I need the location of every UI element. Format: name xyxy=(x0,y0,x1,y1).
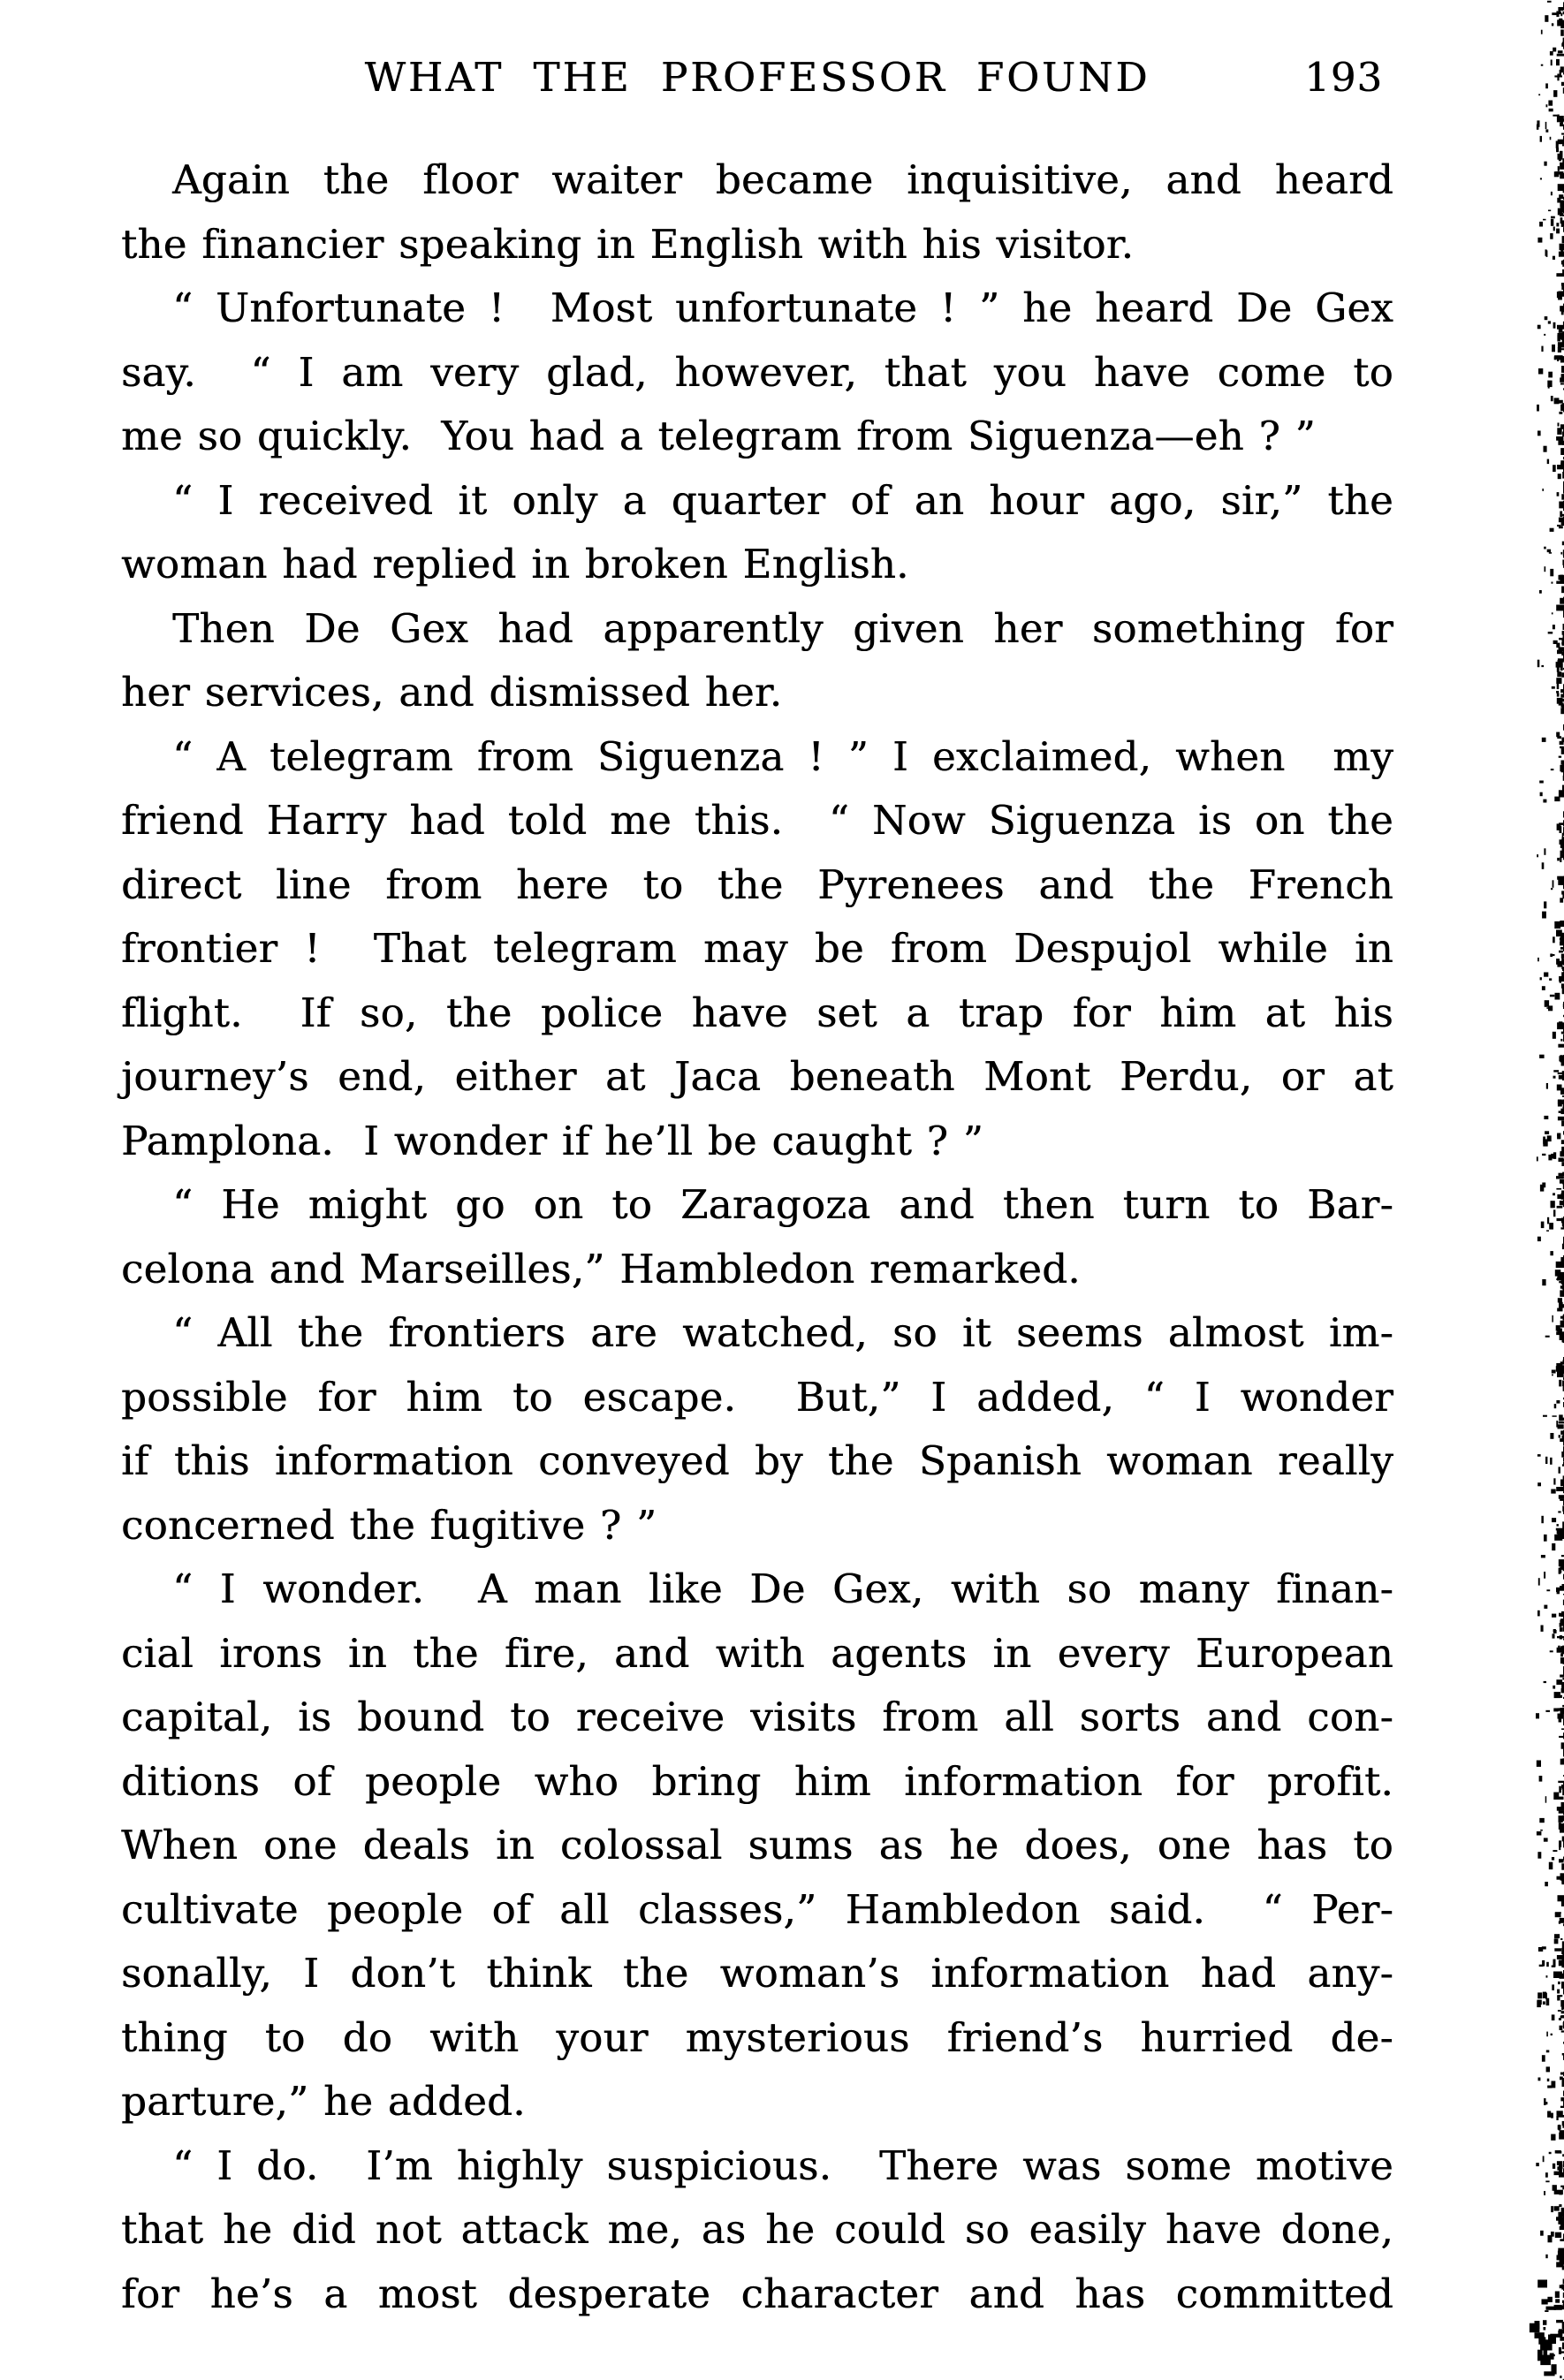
text-line: woman had replied in broken English. xyxy=(121,541,909,587)
text-line: say. “ I am very glad, however, that you have come to xyxy=(121,348,1393,396)
text-line: capital, is bound to receive visits from all sorts and con- xyxy=(121,1694,1393,1740)
text-line: for he’s a most desperate character and has committed xyxy=(121,2270,1393,2317)
text-line: “ All the frontiers are watched, so it seems almost im- xyxy=(172,1309,1393,1356)
text-line: direct line from here to the Pyrenees and the French xyxy=(121,860,1393,908)
page-body xyxy=(121,148,1393,2326)
text-line: concerned the fugitive ? ” xyxy=(121,1501,657,1549)
text-line: celona and Marseilles,” Hambledon remarked. xyxy=(121,1245,1081,1292)
text-line: journey’s end, either at Jaca beneath Mont Perdu, or at xyxy=(121,1053,1393,1100)
text-line: “ Unfortunate ! Most unfortunate ! ” he heard De Gex xyxy=(172,284,1393,331)
text-line: “ I received it only a quarter of an hour ago, sir,” the xyxy=(172,476,1393,524)
text-line: parture,” he added. xyxy=(121,2078,526,2125)
text-line: Pamplona. I wonder if he’ll be caught ? ” xyxy=(121,1117,984,1164)
text-line: the financier speaking in English with his visitor. xyxy=(121,220,1135,268)
text-line: sonally, I don’t think the woman’s information had any- xyxy=(121,1950,1393,1997)
page-number: 193 xyxy=(1304,54,1383,101)
text-line: thing to do with your mysterious friend’s hurried de- xyxy=(121,2013,1393,2061)
text-line: Then De Gex had apparently given her something for xyxy=(172,604,1393,652)
text-line: “ He might go on to Zaragoza and then turn to Bar- xyxy=(172,1181,1393,1228)
text-line: cial irons in the fire, and with agents in every European xyxy=(121,1629,1393,1677)
text-line: possible for him to escape. But,” I added, “ I wonder xyxy=(121,1373,1393,1421)
text-line: ditions of people who bring him information for profit. xyxy=(121,1757,1393,1805)
text-line: frontier ! That telegram may be from Despujol while in xyxy=(121,925,1393,972)
text-line: flight. If so, the police have set a trap for him at his xyxy=(121,989,1393,1036)
running-header xyxy=(121,49,1393,106)
text-line: “ A telegram from Siguenza ! ” I exclaimed, when my xyxy=(172,732,1393,780)
text-line: me so quickly. You had a telegram from Siguenza—eh ? ” xyxy=(121,413,1316,459)
text-line: “ I wonder. A man like De Gex, with so many finan- xyxy=(172,1565,1393,1612)
running-header-title: WHAT THE PROFESSOR FOUND xyxy=(364,54,1150,101)
text-line: if this information conveyed by the Spanish woman really xyxy=(121,1437,1393,1484)
text-line: her services, and dismissed her. xyxy=(121,669,783,716)
scan-noise-right-edge xyxy=(1523,0,1564,2380)
text-line: “ I do. I’m highly suspicious. There was some motive xyxy=(172,2141,1393,2189)
text-line: When one deals in colossal sums as he does, one has to xyxy=(121,1822,1393,1868)
text-line: Again the floor waiter became inquisitive, and heard xyxy=(172,156,1393,203)
text-line: friend Harry had told me this. “ Now Siguenza is on the xyxy=(121,797,1393,844)
text-line: cultivate people of all classes,” Hambledon said. “ Per- xyxy=(121,1885,1393,1933)
text-line: that he did not attack me, as he could so easily have done, xyxy=(121,2206,1393,2253)
